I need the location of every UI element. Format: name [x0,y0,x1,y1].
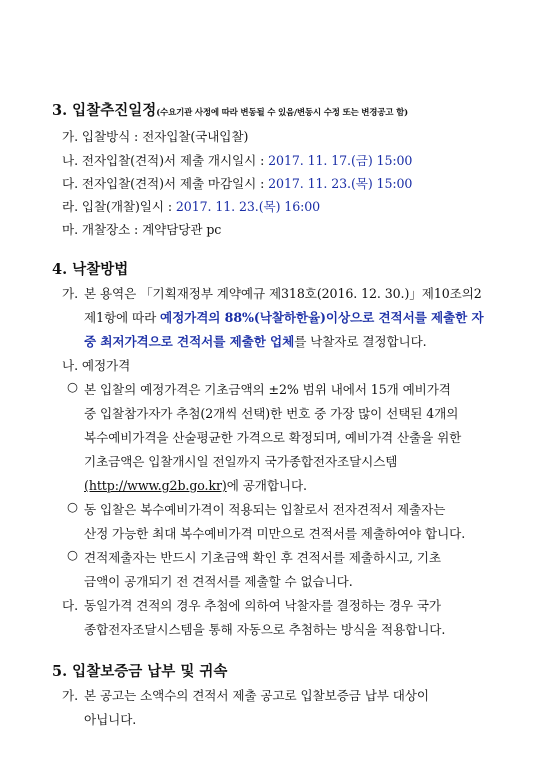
s3-item-ra [62,196,320,215]
s4-ga-line-1: 본 용역은 「기획재정부 계약예규 제318호(2016. 12. 30.)」제10조의2 [84,286,482,301]
g2b-link[interactable]: (http://www.g2b.go.kr) [84,478,227,493]
item-marker: 마. [62,222,78,237]
item-label: 입찰(개찰)일시 : [81,199,176,214]
section-5-title: 5. 입찰보증금 납부 및 귀속 [52,663,228,680]
s4-da-marker: 다. [62,598,79,613]
section-3-title [52,99,408,120]
highlight-text: 중 최저가격으로 견적서를 제출한 업체 [84,334,295,349]
section-3-note: (수요기관 사정에 따라 변동될 수 있음/변동시 수정 또는 변경공고 함) [156,108,408,118]
s4-na-b2-line-2: 산정 가능한 최대 복수예비가격 미만으로 견적서를 제출하여야 합니다. [84,526,466,541]
s4-ga-line-2 [84,307,484,326]
s5-ga-line-2: 아닙니다. [84,712,137,727]
section-4-title: 4. 낙찰방법 [52,261,129,278]
s4-ga-line-3 [84,331,427,350]
s4-na-b1-line-1: 본 입찰의 예정가격은 기초금액의 ±2% 범위 내에서 15개 예비가격 [84,382,451,397]
item-marker: 다. [62,176,78,191]
s3-item-da [62,173,412,192]
s4-da-line-2: 종합전자조달시스템을 통해 자동으로 추첨하는 방식을 적용합니다. [84,622,446,637]
s5-ga-line-1: 본 공고는 소액수의 견적서 제출 공고로 입찰보증금 납부 대상이 [84,688,429,703]
item-marker: 가. [62,129,78,144]
plain-text: 를 낙찰자로 결정합니다. [294,334,427,349]
s3-item-na [62,150,412,169]
item-label: 입찰방식 : 전자입찰(국내입찰) [81,129,249,144]
section-3-heading: 3. 입찰추진일정 [52,102,157,119]
item-label: 예정가격 [81,358,131,373]
s4-na-b1-line-2: 중 입찰참가자가 추첨(2개씩 선택)한 번호 중 가장 많이 선택된 4개의 [84,406,459,421]
item-label: 전자입찰(견적)서 제출 개시일시 : [81,153,269,168]
item-datetime: 2017. 11. 23.(목) 16:00 [175,199,321,214]
s4-na-b3-line-1: 견적제출자는 반드시 기초금액 확인 후 견적서를 제출하시고, 기초 [84,550,441,565]
s4-da-line-1: 동일가격 견적의 경우 추첨에 의하여 낙찰자를 결정하는 경우 국가 [84,598,441,613]
s3-item-ga [62,126,248,145]
s4-ga-marker: 가. [62,286,79,301]
s4-na-b1-line-5 [84,475,307,494]
item-datetime: 2017. 11. 23.(목) 15:00 [268,176,413,191]
item-datetime: 2017. 11. 17.(금) 15:00 [268,153,413,168]
bullet-icon: ○ [67,547,78,562]
s4-na-b1-line-3: 복수예비가격을 산술평균한 가격으로 확정되며, 예비가격 산출을 위한 [84,430,462,445]
plain-text: 제1항에 따라 [84,310,161,325]
s4-na-b1-line-4: 기초금액은 입찰개시일 전일까지 국가종합전자조달시스템 [84,454,398,469]
s5-ga-marker: 가. [62,688,79,703]
item-label: 개찰장소 : 계약담당관 pc [81,222,222,237]
s4-na-b2-line-1: 동 입찰은 복수예비가격이 적용되는 입찰로서 전자견적서 제출자는 [84,502,446,517]
s4-na-b3-line-2: 금액이 공개되기 전 견적서를 제출할 수 없습니다. [84,574,353,589]
item-marker: 라. [62,199,78,214]
item-label: 전자입찰(견적)서 제출 마감일시 : [81,176,269,191]
s3-item-ma [62,219,221,238]
highlight-text: 예정가격의 88%(낙찰하한율)이상으로 견적서를 제출한 자 [160,310,484,325]
plain-text: 에 공개합니다. [226,478,307,493]
item-marker: 나. [62,153,78,168]
bullet-icon: ○ [67,379,78,394]
bullet-icon: ○ [67,499,78,514]
item-marker: 나. [62,358,78,373]
s4-na [62,355,130,374]
